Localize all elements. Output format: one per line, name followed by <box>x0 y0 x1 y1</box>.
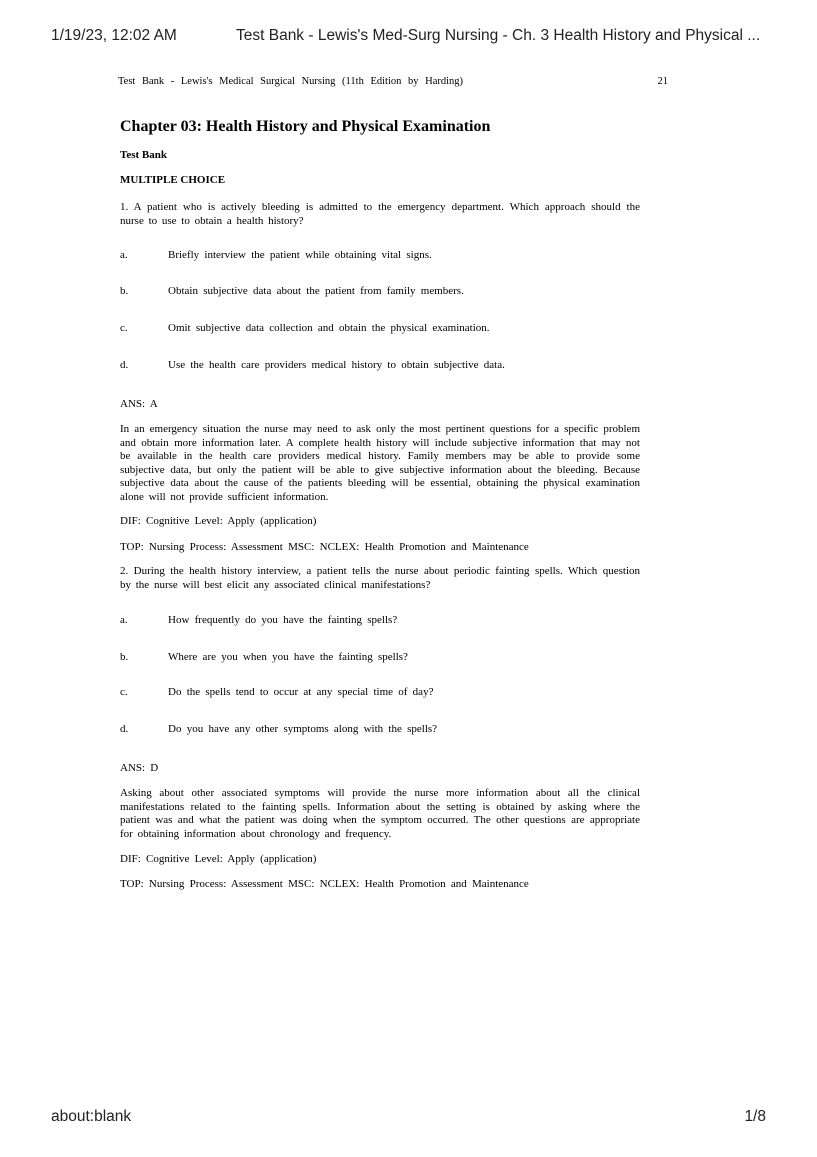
chapter-title: Chapter 03: Health History and Physical Examination <box>120 118 491 135</box>
choice-letter: b. <box>120 285 129 297</box>
section-heading: Test Bank <box>120 149 167 161</box>
choice-letter: c. <box>120 322 128 334</box>
rationale: In an emergency situation the nurse may need to ask only the most pertinent questions for a specific problem and obtain more information later. A complete health history will include subjective information that may not be available in the health care providers medical history. Family members may be able to provide some subjective data, but only the patient will be able to give subjective information about the bleeding. Because subjective data about the cause of the patients bleeding will be essential, obtaining the physical examination alone will not provide sufficient information. <box>120 423 640 503</box>
choice-text: How frequently do you have the fainting spells? <box>168 614 398 626</box>
choice-letter: d. <box>120 359 129 371</box>
document-page-number: 21 <box>657 76 668 87</box>
question-stem: 1. A patient who is actively bleeding is admitted to the emergency department. Which approach should the nurse to use to obtain a health history? <box>120 201 640 227</box>
print-url: about:blank <box>51 1108 132 1125</box>
choice-letter: c. <box>120 686 128 698</box>
topic: TOP: Nursing Process: Assessment MSC: NCLEX: Health Promotion and Maintenance <box>120 878 529 890</box>
print-page-title: Test Bank - Lewis's Med-Surg Nursing - Ch. 3 Health History and Physical ... <box>236 27 761 44</box>
running-head <box>118 76 668 87</box>
print-header <box>0 27 817 49</box>
rationale: Asking about other associated symptoms will provide the nurse more information about all the clinical manifestations related to the fainting spells. Information about the setting is obtained by asking where the patient was and what the patient was doing when the symptom occurred. The other questions are appropriate for obtaining information about chronology and frequency. <box>120 787 640 840</box>
question-stem: 2. During the health history interview, a patient tells the nurse about periodic fainting spells. Which question by the nurse will best elicit any associated clinical manifestations? <box>120 565 640 591</box>
choice-text: Briefly interview the patient while obtaining vital signs. <box>168 249 432 261</box>
subsection-heading: MULTIPLE CHOICE <box>120 174 226 186</box>
difficulty: DIF: Cognitive Level: Apply (application) <box>120 853 317 865</box>
answer-key: ANS: D <box>120 762 159 774</box>
choice-letter: a. <box>120 249 128 261</box>
choice-letter: d. <box>120 723 129 735</box>
difficulty: DIF: Cognitive Level: Apply (application) <box>120 515 317 527</box>
print-date: 1/19/23, 12:02 AM <box>51 27 177 44</box>
running-head-text: Test Bank - Lewis's Medical Surgical Nursing (11th Edition by Harding) <box>118 76 464 87</box>
choice-text: Do you have any other symptoms along with the spells? <box>168 723 438 735</box>
choice-text: Use the health care providers medical history to obtain subjective data. <box>168 359 505 371</box>
topic: TOP: Nursing Process: Assessment MSC: NCLEX: Health Promotion and Maintenance <box>120 541 529 553</box>
choice-text: Where are you when you have the fainting spells? <box>168 651 408 663</box>
choice-text: Omit subjective data collection and obtain the physical examination. <box>168 322 490 334</box>
choice-letter: b. <box>120 651 129 663</box>
choice-text: Do the spells tend to occur at any special time of day? <box>168 686 434 698</box>
choice-text: Obtain subjective data about the patient from family members. <box>168 285 464 297</box>
answer-key: ANS: A <box>120 398 158 410</box>
print-footer <box>0 1108 817 1130</box>
print-page-count: 1/8 <box>744 1108 766 1125</box>
choice-letter: a. <box>120 614 128 626</box>
